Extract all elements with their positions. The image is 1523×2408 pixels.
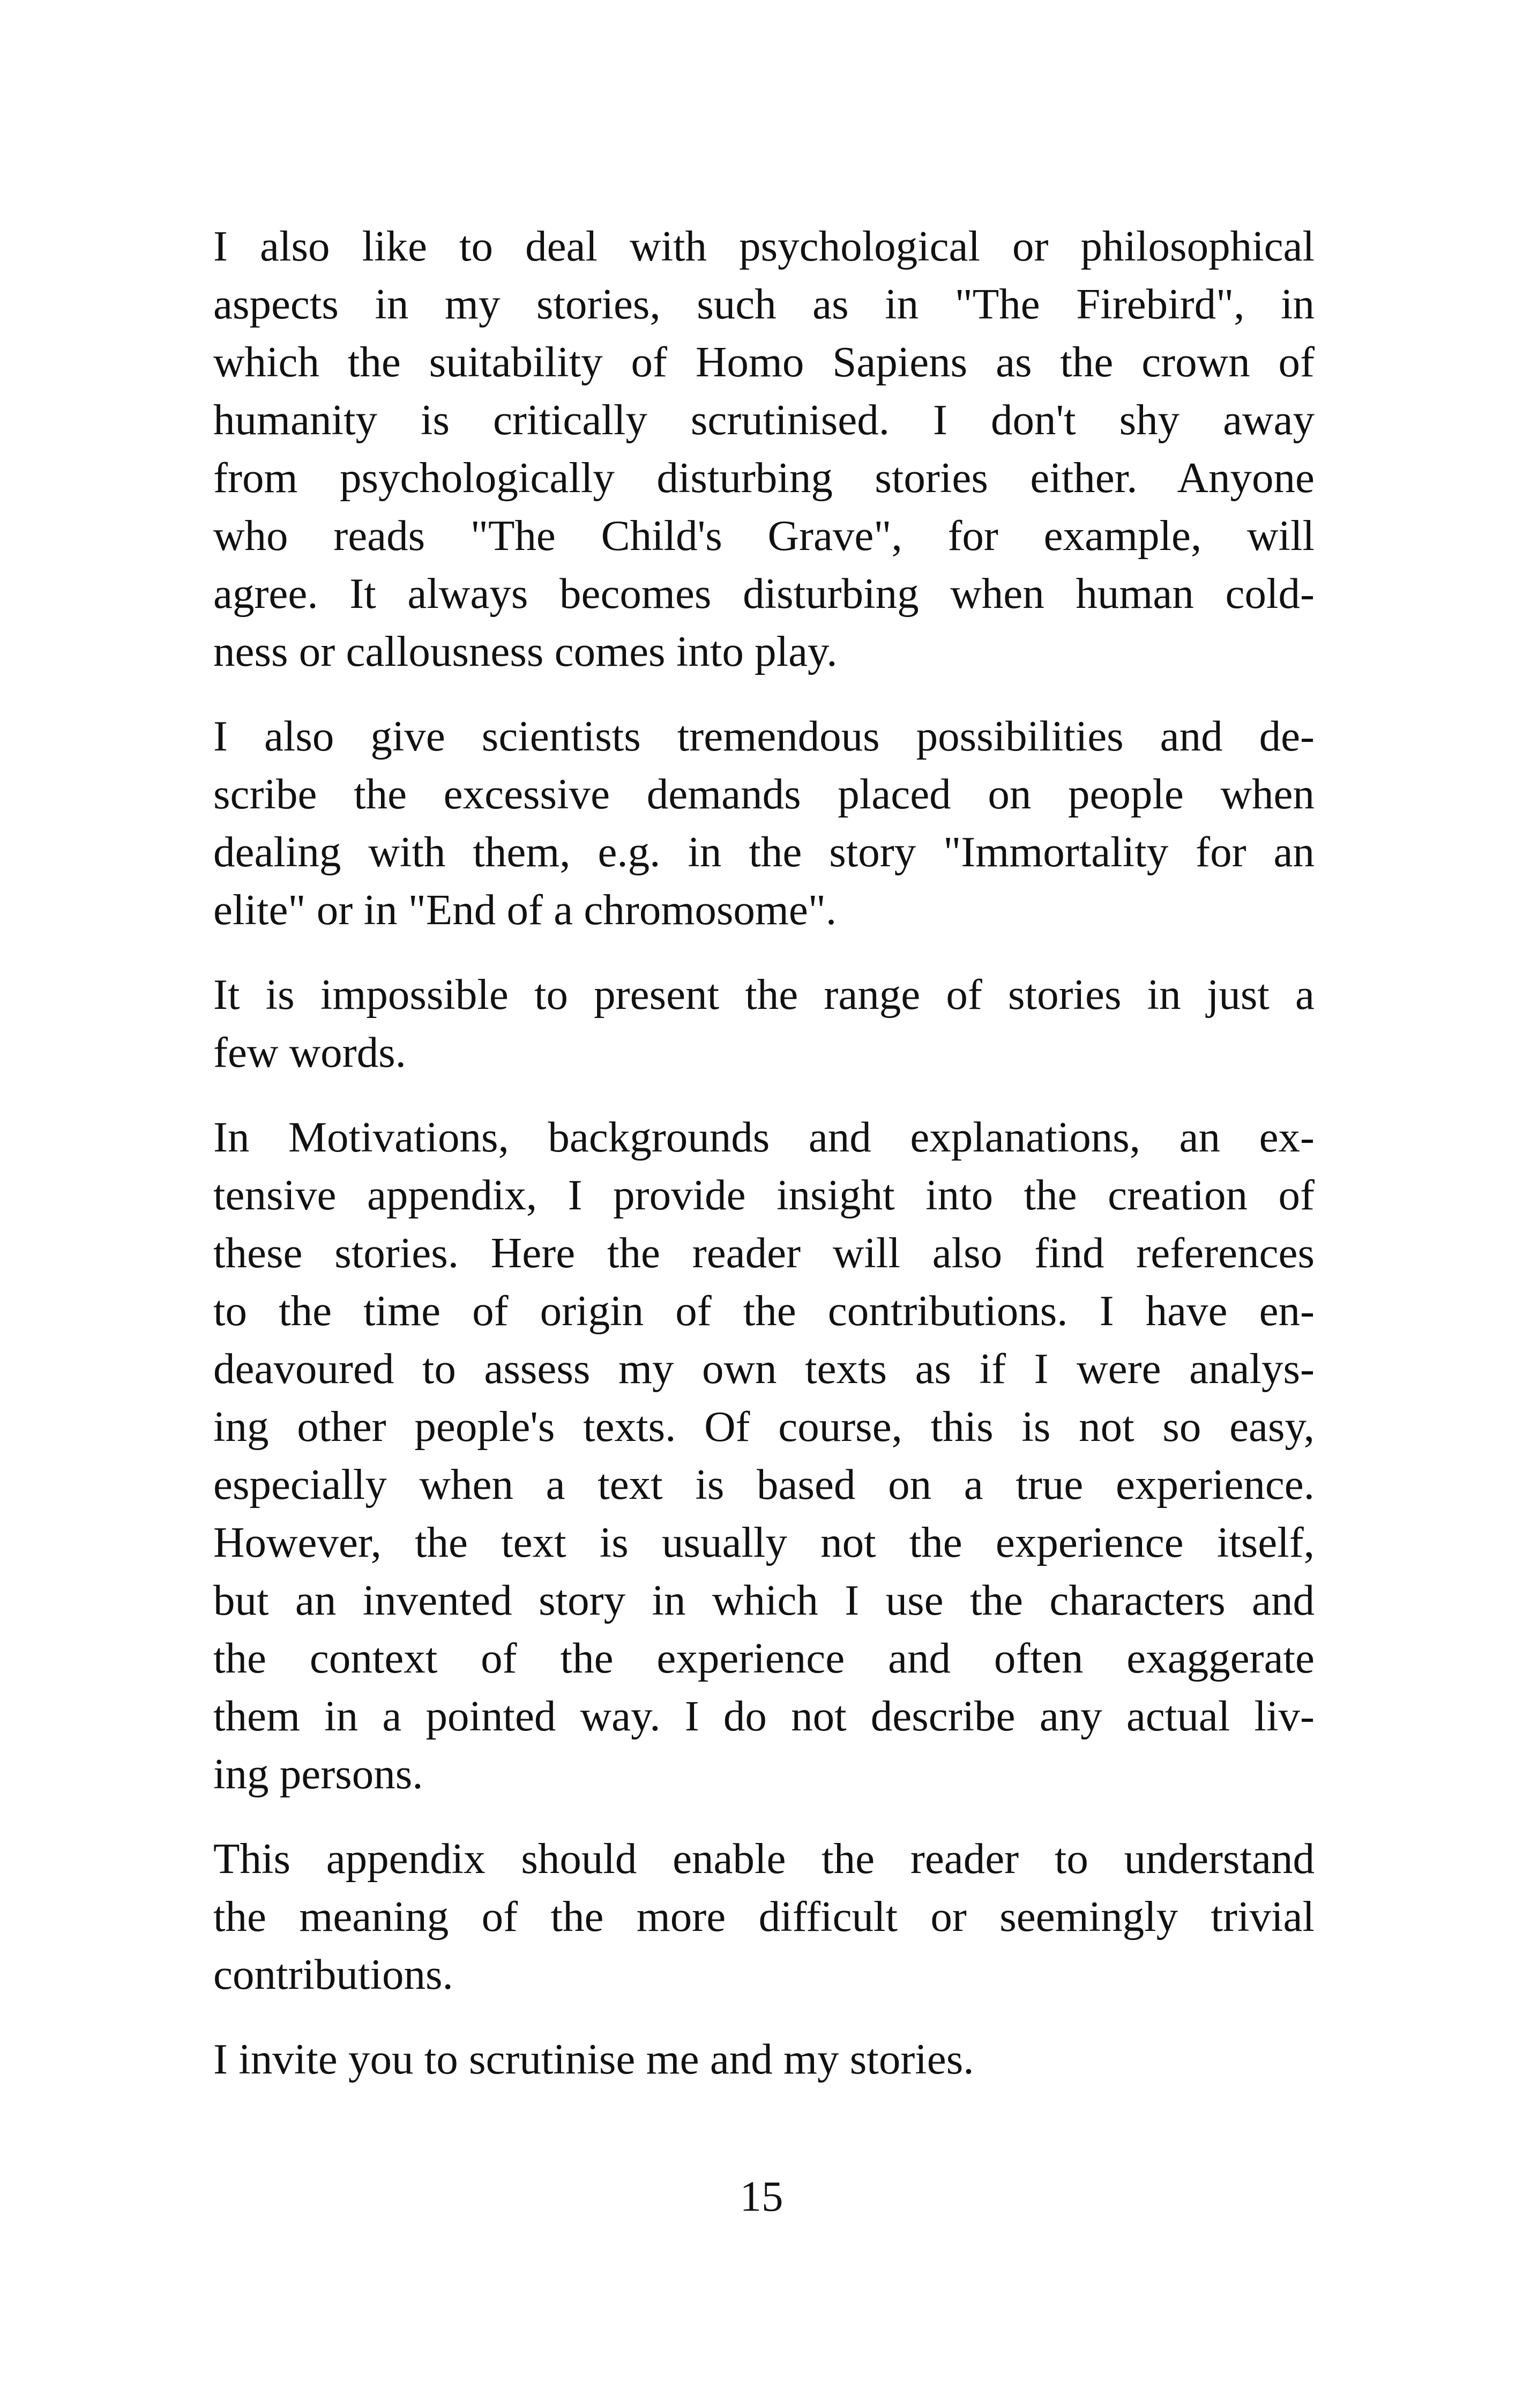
text-line: deavoured to assess my own texts as if I were analys- bbox=[213, 1344, 1315, 1393]
text-line: which the suitability of Homo Sapiens as the crown of bbox=[213, 338, 1315, 386]
text-line: scribe the excessive demands placed on people when bbox=[213, 770, 1315, 818]
text-line: In Motivations, backgrounds and explanations, an ex- bbox=[213, 1113, 1315, 1161]
text-line: to the time of origin of the contributions. I have en- bbox=[213, 1287, 1315, 1335]
paragraph-3 bbox=[213, 965, 1315, 1081]
text-line: I also like to deal with psychological or philosophical bbox=[213, 222, 1315, 270]
text-line: tensive appendix, I provide insight into the creation of bbox=[213, 1171, 1315, 1219]
page-number: 15 bbox=[740, 2172, 783, 2220]
text-line: This appendix should enable the reader to understand bbox=[213, 1834, 1315, 1883]
text-line: these stories. Here the reader will also find references bbox=[213, 1229, 1315, 1277]
text-line: It is impossible to present the range of stories in just a bbox=[213, 970, 1315, 1019]
paragraph-5 bbox=[213, 1830, 1315, 2003]
text-line: contributions. bbox=[213, 1950, 453, 1998]
text-line: from psychologically disturbing stories either. Anyone bbox=[213, 454, 1315, 502]
text-line: However, the text is usually not the experience itself, bbox=[213, 1518, 1315, 1566]
paragraph-2 bbox=[213, 707, 1315, 939]
text-line: elite" or in "End of a chromosome". bbox=[213, 886, 837, 934]
text-line: humanity is critically scrutinised. I don't shy away bbox=[213, 396, 1315, 444]
text-line: aspects in my stories, such as in "The Firebird", in bbox=[213, 280, 1315, 328]
text-line: the meaning of the more difficult or seemingly trivial bbox=[213, 1892, 1315, 1941]
text-line: dealing with them, e.g. in the story "Immortality for an bbox=[213, 828, 1315, 876]
text-line: the context of the experience and often exaggerate bbox=[213, 1634, 1315, 1682]
text-line: few words. bbox=[213, 1028, 406, 1076]
text-line: ness or callousness comes into play. bbox=[213, 627, 838, 675]
text-line: I invite you to scrutinise me and my stories. bbox=[213, 2035, 974, 2083]
text-line: who reads "The Child's Grave", for example, will bbox=[213, 511, 1315, 560]
text-line: them in a pointed way. I do not describe any actual liv- bbox=[213, 1692, 1315, 1740]
paragraph-6 bbox=[213, 2030, 1315, 2088]
text-line: ing persons. bbox=[213, 1750, 423, 1798]
text-line: I also give scientists tremendous possibilities and de- bbox=[213, 712, 1315, 760]
body-text bbox=[213, 217, 1315, 2115]
text-line: ing other people's texts. Of course, this is not so easy, bbox=[213, 1402, 1315, 1451]
paragraph-1 bbox=[213, 217, 1315, 680]
text-line: but an invented story in which I use the characters and bbox=[213, 1576, 1315, 1624]
text-line: agree. It always becomes disturbing when human cold- bbox=[213, 569, 1315, 618]
text-line: especially when a text is based on a true experience. bbox=[213, 1460, 1315, 1508]
paragraph-4 bbox=[213, 1108, 1315, 1803]
